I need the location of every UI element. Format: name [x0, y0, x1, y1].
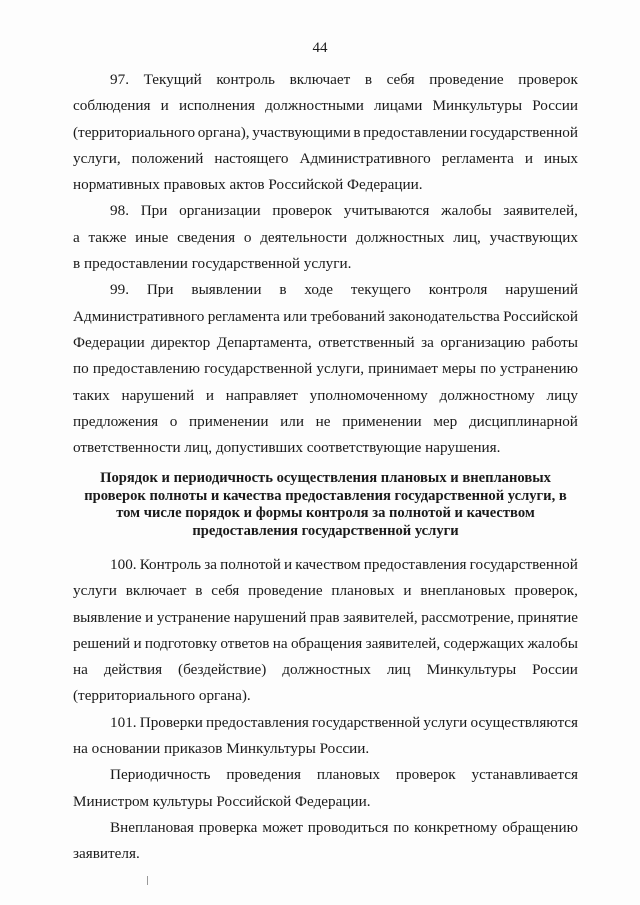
text-line: заявителя. — [73, 845, 140, 863]
text-line: в предоставлении государственной услуги. — [73, 255, 352, 273]
text-line: 97. Текущий контроль включает в себя проведение проверок — [110, 71, 578, 88]
text-line: Административного регламента или требований законодательства Российской — [73, 307, 578, 325]
text-line: таких нарушений и направляет уполномоченному должностному лицу — [73, 386, 578, 404]
paragraphs-97-99 — [73, 67, 578, 461]
text-line: услуги, положений настоящего Административного регламента и иных — [73, 149, 578, 167]
text-line: решений и подготовку ответов на обращения заявителей, содержащих жалобы — [73, 634, 578, 652]
text-line: Министром культуры Российской Федерации. — [73, 792, 371, 810]
text-line: выявление и устранение нарушений прав заявителей, рассмотрение, принятие — [73, 608, 578, 626]
text-line: (территориального органа), участвующими в предоставлении государственной — [73, 123, 578, 141]
text-line: 101. Проверки предоставления государственной услуги осуществляются — [110, 713, 578, 731]
text-line: а также иные сведения о деятельности должностных лиц, участвующих — [73, 228, 578, 246]
page-number: 44 — [312, 40, 328, 56]
text-line: на действия (бездействие) должностных лиц Минкультуры России — [73, 661, 578, 679]
text-line: Внеплановая проверка может проводиться по конкретному обращению — [110, 818, 578, 836]
heading-line: предоставления государственной услуги — [192, 522, 459, 539]
text-line: услуги включает в себя проведение плановых и внеплановых проверок, — [73, 582, 578, 600]
heading-line: том числе порядок и формы контроля за полнотой и качеством — [116, 505, 535, 521]
text-line: соблюдения и исполнения должностными лицами Минкультуры России — [73, 97, 578, 115]
paragraphs-100-101 — [73, 552, 578, 868]
text-line: 99. При выявлении в ходе текущего контроля нарушений — [110, 281, 578, 299]
text-line: (территориального органа). — [73, 687, 251, 705]
text-line: 100. Контроль за полнотой и качеством предоставления государственной — [110, 556, 578, 573]
text-line: на основании приказов Минкультуры России. — [73, 740, 370, 758]
text-line: ответственности лиц, допустивших соответствующие нарушения. — [73, 439, 501, 457]
text-line: Федерации директор Департамента, ответственный за организацию работы — [73, 333, 578, 351]
heading-line: Порядок и периодичность осуществления плановых и внеплановых — [100, 470, 551, 486]
text-line: предложения о применении или не применении мер дисциплинарной — [73, 412, 578, 430]
scan-mark — [147, 876, 148, 885]
text-line: по предоставлению государственной услуги, принимает меры по устранению — [73, 360, 578, 378]
text-line: Периодичность проведения плановых проверок устанавливается — [110, 766, 578, 784]
text-line: 98. При организации проверок учитываются жалобы заявителей, — [110, 202, 578, 220]
heading-line: проверок полноты и качества предоставления государственной услуги, в — [84, 487, 567, 504]
text-line: нормативных правовых актов Российской Федерации. — [73, 176, 423, 194]
section-heading — [73, 470, 578, 540]
